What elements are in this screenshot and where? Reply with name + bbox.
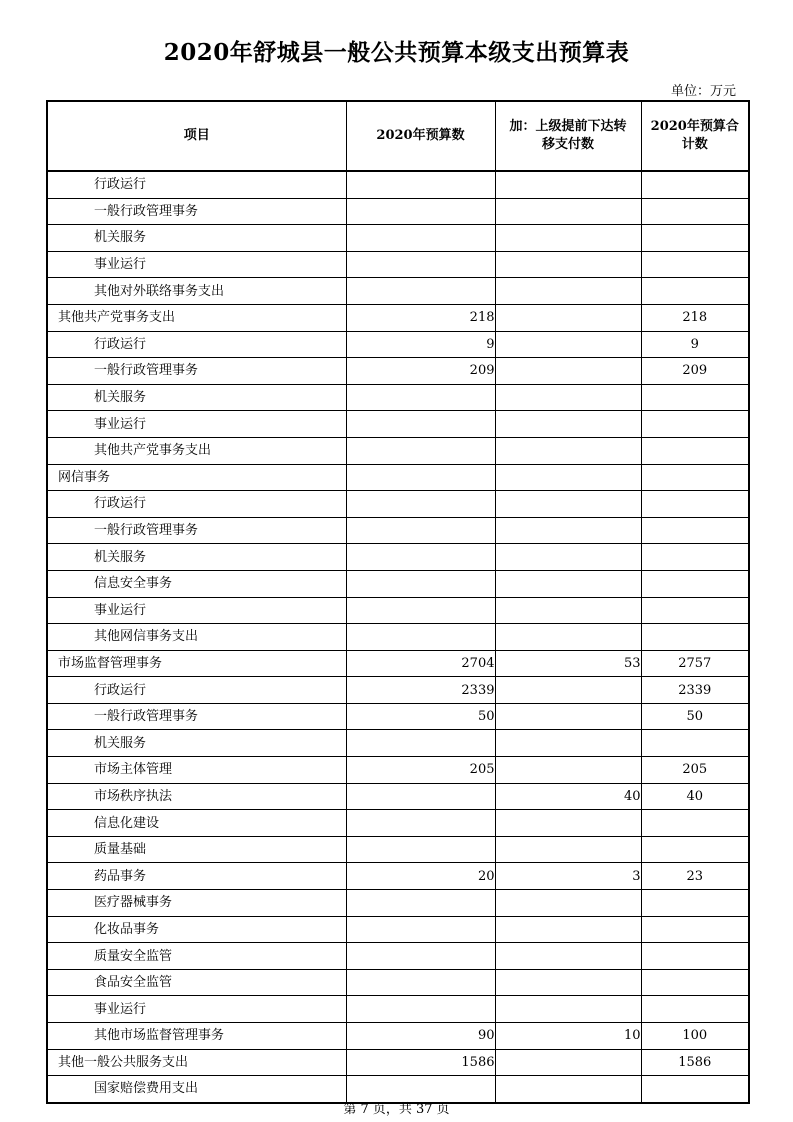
- row-budget: 209: [346, 358, 495, 385]
- row-budget: [346, 411, 495, 438]
- row-transfer: [495, 225, 641, 252]
- row-total: [641, 916, 749, 943]
- table-row: [47, 544, 749, 571]
- row-total: [641, 411, 749, 438]
- row-name: 其他市场监督管理事务: [47, 1023, 346, 1050]
- row-name: 市场秩序执法: [47, 783, 346, 810]
- row-name: 市场监督管理事务: [47, 650, 346, 677]
- table-row: [47, 198, 749, 225]
- page-footer: 第 7 页，共 37 页: [343, 1102, 450, 1117]
- row-transfer: [495, 198, 641, 225]
- row-name: 其他共产党事务支出: [47, 304, 346, 331]
- row-name: 行政运行: [47, 491, 346, 518]
- row-transfer: [495, 1049, 641, 1076]
- row-transfer: [495, 624, 641, 651]
- row-budget: [346, 624, 495, 651]
- table-row: [47, 358, 749, 385]
- row-name: 一般行政管理事务: [47, 703, 346, 730]
- row-budget: 2704: [346, 650, 495, 677]
- row-total: 100: [641, 1023, 749, 1050]
- row-budget: [346, 570, 495, 597]
- table-row: [47, 304, 749, 331]
- row-name: 国家赔偿费用支出: [47, 1076, 346, 1103]
- row-total: [641, 491, 749, 518]
- row-total: [641, 171, 749, 198]
- row-name: 食品安全监管: [47, 969, 346, 996]
- row-budget: [346, 384, 495, 411]
- row-budget: [346, 437, 495, 464]
- row-total: 50: [641, 703, 749, 730]
- table-row: [47, 810, 749, 837]
- header-item: 项目: [47, 101, 346, 171]
- row-transfer: [495, 810, 641, 837]
- row-total: [641, 890, 749, 917]
- row-name: 行政运行: [47, 677, 346, 704]
- row-transfer: 53: [495, 650, 641, 677]
- row-total: [641, 810, 749, 837]
- table-row: [47, 890, 749, 917]
- table-row: [47, 570, 749, 597]
- page-title: 2020年舒城县一般公共预算本级支出预算表: [163, 39, 630, 66]
- row-transfer: 10: [495, 1023, 641, 1050]
- row-total: [641, 836, 749, 863]
- row-total: [641, 597, 749, 624]
- row-name: 事业运行: [47, 251, 346, 278]
- table-row: [47, 384, 749, 411]
- table-row: [47, 730, 749, 757]
- row-budget: [346, 597, 495, 624]
- row-budget: 205: [346, 757, 495, 784]
- row-budget: [346, 943, 495, 970]
- row-transfer: [495, 491, 641, 518]
- row-budget: 2339: [346, 677, 495, 704]
- row-transfer: [495, 411, 641, 438]
- row-transfer: 3: [495, 863, 641, 890]
- row-transfer: [495, 517, 641, 544]
- row-transfer: [495, 703, 641, 730]
- row-transfer: [495, 570, 641, 597]
- table-row: [47, 331, 749, 358]
- table-row: [47, 836, 749, 863]
- row-total: 205: [641, 757, 749, 784]
- row-transfer: [495, 544, 641, 571]
- table-row: [47, 251, 749, 278]
- table-row: [47, 437, 749, 464]
- row-budget: 90: [346, 1023, 495, 1050]
- row-total: [641, 570, 749, 597]
- row-transfer: [495, 916, 641, 943]
- row-transfer: [495, 358, 641, 385]
- table-row: [47, 1023, 749, 1050]
- row-name: 机关服务: [47, 384, 346, 411]
- row-total: 2339: [641, 677, 749, 704]
- unit-label: 单位：万元: [670, 84, 736, 99]
- row-total: 218: [641, 304, 749, 331]
- row-transfer: [495, 969, 641, 996]
- row-transfer: [495, 890, 641, 917]
- table-row: [47, 916, 749, 943]
- row-total: [641, 943, 749, 970]
- table-row: [47, 491, 749, 518]
- row-budget: [346, 251, 495, 278]
- table-row: [47, 943, 749, 970]
- row-name: 其他网信事务支出: [47, 624, 346, 651]
- row-budget: [346, 916, 495, 943]
- row-name: 医疗器械事务: [47, 890, 346, 917]
- row-total: 209: [641, 358, 749, 385]
- row-budget: [346, 836, 495, 863]
- header-total: 2020年预算合计数: [641, 101, 749, 171]
- row-name: 化妆品事务: [47, 916, 346, 943]
- row-total: [641, 437, 749, 464]
- table-row: [47, 411, 749, 438]
- table-row: [47, 464, 749, 491]
- row-budget: [346, 544, 495, 571]
- row-total: [641, 278, 749, 305]
- row-budget: [346, 171, 495, 198]
- table-row: [47, 171, 749, 198]
- row-total: [641, 544, 749, 571]
- row-total: 9: [641, 331, 749, 358]
- row-total: [641, 969, 749, 996]
- row-transfer: [495, 331, 641, 358]
- row-transfer: [495, 757, 641, 784]
- row-name: 一般行政管理事务: [47, 198, 346, 225]
- row-name: 一般行政管理事务: [47, 517, 346, 544]
- row-transfer: [495, 943, 641, 970]
- row-budget: [346, 491, 495, 518]
- row-name: 信息化建设: [47, 810, 346, 837]
- budget-table: [46, 100, 750, 1104]
- row-transfer: [495, 304, 641, 331]
- table-header-row: [47, 101, 749, 171]
- table-row: [47, 624, 749, 651]
- row-transfer: [495, 836, 641, 863]
- row-name: 药品事务: [47, 863, 346, 890]
- table-row: [47, 757, 749, 784]
- row-name: 质量基础: [47, 836, 346, 863]
- row-name: 其他一般公共服务支出: [47, 1049, 346, 1076]
- row-budget: 50: [346, 703, 495, 730]
- row-name: 机关服务: [47, 225, 346, 252]
- row-total: [641, 730, 749, 757]
- header-transfer: 加：上级提前下达转移支付数: [495, 101, 641, 171]
- row-name: 行政运行: [47, 331, 346, 358]
- row-transfer: [495, 384, 641, 411]
- row-total: 23: [641, 863, 749, 890]
- row-budget: [346, 464, 495, 491]
- row-total: [641, 517, 749, 544]
- table-row: [47, 969, 749, 996]
- table-row: [47, 278, 749, 305]
- table-row: [47, 863, 749, 890]
- row-budget: 1586: [346, 1049, 495, 1076]
- row-budget: [346, 969, 495, 996]
- row-transfer: [495, 278, 641, 305]
- row-budget: [346, 996, 495, 1023]
- row-name: 其他对外联络事务支出: [47, 278, 346, 305]
- row-transfer: [495, 677, 641, 704]
- table-row: [47, 996, 749, 1023]
- row-budget: [346, 783, 495, 810]
- header-budget: 2020年预算数: [346, 101, 495, 171]
- row-transfer: [495, 996, 641, 1023]
- row-budget: [346, 730, 495, 757]
- table-row: [47, 597, 749, 624]
- row-transfer: [495, 730, 641, 757]
- row-budget: [346, 517, 495, 544]
- row-total: 1586: [641, 1049, 749, 1076]
- table-row: [47, 650, 749, 677]
- row-name: 事业运行: [47, 411, 346, 438]
- row-budget: 9: [346, 331, 495, 358]
- row-transfer: [495, 597, 641, 624]
- row-name: 事业运行: [47, 996, 346, 1023]
- row-name: 事业运行: [47, 597, 346, 624]
- row-name: 机关服务: [47, 730, 346, 757]
- row-total: [641, 198, 749, 225]
- table-row: [47, 1049, 749, 1076]
- row-name: 行政运行: [47, 171, 346, 198]
- row-budget: [346, 890, 495, 917]
- row-budget: 20: [346, 863, 495, 890]
- row-total: [641, 384, 749, 411]
- row-name: 质量安全监管: [47, 943, 346, 970]
- row-transfer: 40: [495, 783, 641, 810]
- row-total: [641, 251, 749, 278]
- table-row: [47, 703, 749, 730]
- row-name: 市场主体管理: [47, 757, 346, 784]
- row-name: 信息安全事务: [47, 570, 346, 597]
- table-row: [47, 517, 749, 544]
- row-transfer: [495, 171, 641, 198]
- row-transfer: [495, 251, 641, 278]
- row-name: 其他共产党事务支出: [47, 437, 346, 464]
- row-name: 网信事务: [47, 464, 346, 491]
- table-row: [47, 225, 749, 252]
- row-total: [641, 996, 749, 1023]
- row-transfer: [495, 437, 641, 464]
- row-transfer: [495, 464, 641, 491]
- row-budget: [346, 278, 495, 305]
- row-budget: [346, 810, 495, 837]
- table-row: [47, 783, 749, 810]
- row-total: [641, 624, 749, 651]
- row-total: [641, 225, 749, 252]
- row-name: 一般行政管理事务: [47, 358, 346, 385]
- row-budget: 218: [346, 304, 495, 331]
- table-row: [47, 677, 749, 704]
- row-total: 40: [641, 783, 749, 810]
- row-budget: [346, 198, 495, 225]
- row-total: [641, 464, 749, 491]
- row-total: 2757: [641, 650, 749, 677]
- row-name: 机关服务: [47, 544, 346, 571]
- row-budget: [346, 225, 495, 252]
